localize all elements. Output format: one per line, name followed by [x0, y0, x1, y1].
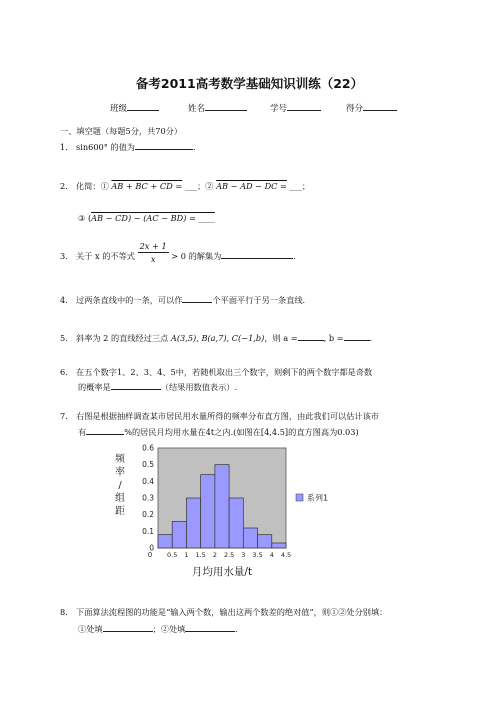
score-blank[interactable]	[363, 101, 397, 111]
q1-number: 1．	[60, 142, 74, 152]
q3-text: 关于 x 的不等式	[76, 251, 135, 261]
question-4	[60, 293, 305, 306]
question-2	[60, 180, 310, 192]
legend-swatch	[296, 494, 303, 501]
q6-line2-post: （结果用数值表示）.	[160, 382, 238, 392]
legend-label: 系列1	[307, 493, 329, 503]
x-tick-label: 4.5	[280, 551, 292, 559]
y-tick-label: 0.1	[142, 526, 154, 536]
q4-post: 个平面平行于另一条直线.	[212, 295, 306, 305]
q3-number: 3．	[60, 251, 74, 261]
q5-blank-a[interactable]	[298, 331, 324, 341]
q2-number: 2．	[60, 181, 74, 191]
x-origin-label: 0	[147, 551, 153, 559]
question-2-part-3	[78, 212, 215, 224]
q3-denominator: x	[150, 253, 156, 264]
q5-end: .	[369, 333, 373, 343]
histogram-bar	[201, 475, 215, 548]
question-7-line-2	[78, 425, 359, 438]
page-title: 备考2011高考数学基础知识训练（22）	[135, 76, 364, 91]
q2-expr-2: AB − AD − DC =	[216, 181, 287, 191]
q8-line-1: 下面算法流程图的功能是“输入两个数，输出这两个数差的绝对值”，则①②处分别填：	[76, 607, 388, 617]
y-tick-label: 0.2	[142, 510, 154, 520]
question-1	[60, 140, 196, 153]
question-6-line-2	[78, 380, 237, 393]
q4-blank[interactable]	[182, 293, 212, 303]
name-field	[188, 101, 247, 114]
q5-blank-b[interactable]	[344, 331, 370, 341]
name-label: 姓名	[188, 104, 206, 114]
x-axis-label: 月均用水量/t	[191, 566, 253, 578]
q8-blank-2[interactable]	[185, 622, 235, 632]
q7-blank[interactable]	[86, 425, 124, 435]
q8-label-1: ①处填	[78, 624, 103, 634]
y-tick-label: 0	[149, 543, 154, 553]
q3-end: .	[293, 251, 296, 261]
histogram-svg	[98, 440, 340, 580]
q7-line2-pre: 有	[78, 427, 87, 437]
x-tick-label: 2	[212, 551, 217, 559]
name-blank[interactable]	[205, 101, 247, 111]
q7-number: 7．	[60, 411, 74, 421]
q3-blank[interactable]	[221, 249, 293, 259]
q5-b-label: , b =	[323, 333, 344, 343]
q2-expr-3[interactable]: AB − CD) − (AC − BD) = ____	[91, 213, 215, 223]
x-tick-label: 4	[269, 551, 274, 559]
class-field	[110, 101, 159, 114]
score-label: 得分	[346, 104, 364, 114]
x-tick-label: 3	[241, 551, 246, 559]
q4-number: 4．	[60, 295, 74, 305]
histogram-bar	[172, 521, 186, 548]
section-heading: 一、填空题（每题5分，共70分）	[60, 126, 183, 136]
x-tick-label: 0.5	[167, 551, 178, 559]
question-6	[60, 366, 372, 378]
q5-text: 斜率为 2 的直线经过三点	[76, 333, 169, 343]
question-3	[60, 240, 296, 265]
class-blank[interactable]	[127, 101, 159, 111]
histogram-bar	[158, 535, 172, 548]
score-field	[346, 101, 397, 114]
q6-number: 6．	[60, 367, 74, 377]
q7-line2-post: %的居民月均用水量在4t之内.(如图在[4,4.5]的直方图高为0.03)	[124, 427, 359, 437]
q3-numerator: 2x + 1	[139, 240, 167, 251]
id-label: 学号	[270, 104, 288, 114]
q6-blank[interactable]	[111, 380, 161, 390]
x-tick-label: 1	[184, 551, 189, 559]
histogram-bar	[229, 498, 243, 548]
q7-line-1: 右图是根据抽样调查某市居民用水量所得的频率分布直方图，由此我们可以估计该市	[76, 411, 379, 421]
q3-fraction	[138, 240, 169, 265]
q3-post: > 0 的解集为	[171, 251, 222, 261]
question-5	[60, 331, 372, 344]
y-tick-label: 0.6	[142, 443, 154, 453]
histogram-bar	[243, 528, 257, 548]
y-axis-label-char: 率	[115, 467, 125, 478]
q5-points: A(3,5), B(a,7), C(−1,b)	[170, 333, 265, 343]
q5-a-label: ，则 a =	[264, 333, 298, 343]
q5-number: 5．	[60, 333, 74, 343]
x-tick-label: 2.5	[223, 551, 235, 559]
histogram-bar	[258, 535, 272, 548]
y-axis-label-char: 距	[115, 506, 125, 517]
class-label: 班级	[110, 104, 128, 114]
y-tick-label: 0.4	[142, 476, 154, 486]
histogram-bar	[272, 543, 286, 548]
histogram	[98, 440, 340, 622]
q2-part3-prefix: ③ (	[78, 213, 92, 223]
q6-line2-pre: 的概率是	[78, 382, 111, 392]
y-axis-label-char: 组	[115, 493, 125, 504]
q2-blank-2[interactable]: ___；	[289, 181, 311, 191]
q1-blank[interactable]	[135, 140, 193, 150]
y-tick-label: 0.5	[142, 460, 154, 470]
q8-end: .	[235, 624, 238, 634]
q1-end: .	[193, 142, 196, 152]
q2-expr-1: AB + BC + CD =	[111, 181, 183, 191]
q2-blank-1[interactable]: ___；②	[184, 181, 214, 191]
question-8	[60, 606, 387, 618]
x-tick-label: 1.5	[195, 551, 206, 559]
q2-lead: 化简：①	[76, 181, 109, 191]
id-field	[270, 101, 321, 114]
histogram-bar	[215, 465, 229, 548]
question-8-line-2	[78, 622, 238, 635]
q1-text: sin600° 的值为	[76, 142, 135, 152]
q8-label-2: ；②处填	[152, 624, 186, 634]
y-tick-label: 0.3	[142, 493, 154, 503]
q6-line-1: 在五个数字1、2、3、4、5中，若随机取出三个数字，则剩下的两个数字都是奇数	[76, 367, 373, 377]
id-blank[interactable]	[287, 101, 321, 111]
histogram-bar	[186, 498, 200, 548]
y-axis-label-char: 频	[115, 454, 125, 465]
q8-number: 8．	[60, 607, 74, 617]
y-axis-label-char: /	[118, 480, 122, 491]
x-tick-label: 3.5	[252, 551, 263, 559]
question-7	[60, 410, 379, 422]
q8-blank-1[interactable]	[103, 622, 153, 632]
q4-text: 过两条直线中的一条，可以作	[76, 295, 183, 305]
